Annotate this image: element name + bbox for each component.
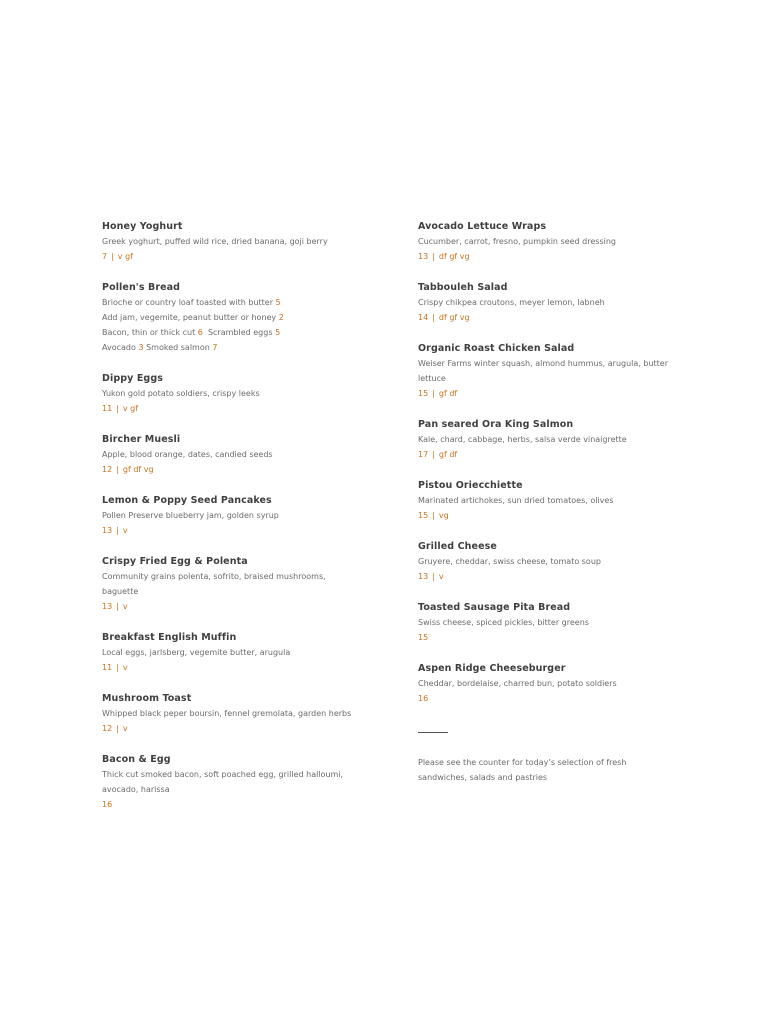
bread-option-price: 5: [275, 298, 281, 307]
bread-option-price: 7: [212, 343, 218, 352]
item-description: Gruyere, cheddar, swiss cheese, tomato soup: [418, 557, 601, 566]
separator: |: [432, 450, 435, 459]
menu-item-tabbouleh-salad: [418, 280, 668, 325]
menu-item-honey-yoghurt: [102, 219, 362, 264]
item-description: Cheddar, bordelaise, charred bun, potato soldiers: [418, 679, 617, 688]
item-price: 13: [102, 602, 113, 611]
menu-item-bircher-muesli: [102, 432, 362, 477]
item-dietary-tags: v: [438, 572, 444, 581]
separator: |: [116, 724, 119, 733]
separator: |: [116, 465, 119, 474]
bread-option-text: Avocado: [102, 343, 136, 352]
item-name: Pollen's Bread: [102, 282, 181, 293]
menu-item-crispy-fried-egg: [102, 554, 362, 614]
item-description: Thick cut smoked bacon, soft poached egg, grilled halloumi, avocado, harissa: [102, 770, 344, 794]
item-description: Cucumber, carrot, fresno, pumpkin seed dressing: [418, 237, 616, 246]
item-description: Weiser Farms winter squash, almond hummus, arugula, butter lettuce: [418, 359, 669, 383]
menu-item-mushroom-toast: [102, 691, 362, 736]
menu-item-bacon-egg: [102, 752, 362, 812]
item-description: Local eggs, jarlsberg, vegemite butter, arugula: [102, 648, 291, 657]
menu-item-pistou-oriecchiette: [418, 478, 668, 523]
separator: |: [432, 389, 435, 398]
separator: |: [432, 511, 435, 520]
item-price-line: [418, 630, 668, 645]
item-description: Crispy chikpea croutons, meyer lemon, labneh: [418, 298, 605, 307]
item-dietary-tags: v: [122, 663, 128, 672]
item-dietary-tags: v gf: [117, 252, 133, 261]
item-price-line: [418, 386, 668, 401]
item-dietary-tags: vg: [438, 511, 449, 520]
item-description: Apple, blood orange, dates, candied seeds: [102, 450, 273, 459]
footer-note: Please see the counter for today’s selection of fresh sandwiches, salads and pastries: [418, 758, 627, 782]
item-name: Aspen Ridge Cheeseburger: [418, 663, 566, 674]
item-price-line: [102, 401, 362, 416]
menu-item-dippy-eggs: [102, 371, 362, 416]
item-price: 13: [418, 252, 429, 261]
menu-item-roast-chicken-salad: [418, 341, 668, 401]
footer-divider: [418, 732, 448, 733]
item-dietary-tags: gf df: [438, 450, 458, 459]
item-dietary-tags: v: [122, 602, 128, 611]
item-dietary-tags: v: [122, 526, 128, 535]
item-price: 16: [418, 694, 429, 703]
item-price: 15: [418, 389, 429, 398]
item-price: 17: [418, 450, 429, 459]
item-description: Whipped black peper boursin, fennel gremolata, garden herbs: [102, 709, 352, 718]
item-price-line: [418, 569, 668, 584]
menu-column-right: [418, 219, 668, 785]
item-price: 12: [102, 465, 113, 474]
item-price-line: [102, 523, 362, 538]
item-name: Pan seared Ora King Salmon: [418, 419, 574, 430]
item-price-line: [102, 462, 362, 477]
menu-item-cheeseburger: [418, 661, 668, 706]
item-price-line: [102, 599, 362, 614]
item-dietary-tags: df gf vg: [438, 313, 470, 322]
item-price: 13: [102, 526, 113, 535]
bread-option-text: Bacon, thin or thick cut: [102, 328, 196, 337]
item-price-line: [102, 660, 362, 675]
separator: |: [116, 526, 119, 535]
item-name: Organic Roast Chicken Salad: [418, 343, 575, 354]
item-dietary-tags: gf df vg: [122, 465, 154, 474]
item-name: Bacon & Egg: [102, 754, 171, 765]
menu-item-pollens-bread: [102, 280, 362, 355]
item-price: 11: [102, 404, 113, 413]
item-price: 16: [102, 800, 113, 809]
item-price-line: [418, 310, 668, 325]
menu-item-english-muffin: [102, 630, 362, 675]
item-description: Greek yoghurt, puffed wild rice, dried banana, goji berry: [102, 237, 328, 246]
menu-item-avocado-lettuce-wraps: [418, 219, 668, 264]
bread-option-text: Smoked salmon: [146, 343, 210, 352]
item-price: 11: [102, 663, 113, 672]
item-price-line: [102, 721, 362, 736]
bread-option-text: Scrambled eggs: [207, 328, 273, 337]
item-price: 12: [102, 724, 113, 733]
item-price-line: [418, 447, 668, 462]
bread-option-price: 3: [138, 343, 144, 352]
item-dietary-tags: v: [122, 724, 128, 733]
item-dietary-tags: v gf: [122, 404, 139, 413]
item-name: Pistou Oriecchiette: [418, 480, 523, 491]
bread-option-line: [102, 325, 362, 340]
item-price-line: [418, 691, 668, 706]
item-price: 7: [102, 252, 108, 261]
separator: |: [116, 602, 119, 611]
menu-item-king-salmon: [418, 417, 668, 462]
bread-option-text: Brioche or country loaf toasted with butter: [102, 298, 273, 307]
bread-option-price: 5: [275, 328, 281, 337]
item-name: Bircher Muesli: [102, 434, 181, 445]
separator: |: [432, 313, 435, 322]
bread-option-text: Add jam, vegemite, peanut butter or honey: [102, 313, 277, 322]
item-description: Community grains polenta, sofrito, braised mushrooms, baguette: [102, 572, 326, 596]
item-price: 14: [418, 313, 429, 322]
separator: |: [111, 252, 114, 261]
item-name: Crispy Fried Egg & Polenta: [102, 556, 248, 567]
item-name: Grilled Cheese: [418, 541, 497, 552]
item-description: Swiss cheese, spiced pickles, bitter greens: [418, 618, 589, 627]
item-name: Mushroom Toast: [102, 693, 192, 704]
item-description: Pollen Preserve blueberry jam, golden syrup: [102, 511, 279, 520]
item-dietary-tags: df gf vg: [438, 252, 470, 261]
item-price-line: [418, 249, 668, 264]
item-price-line: [418, 508, 668, 523]
item-description: Yukon gold potato soldiers, crispy leeks: [102, 389, 260, 398]
item-price: 15: [418, 633, 429, 642]
separator: |: [432, 252, 435, 261]
separator: |: [116, 404, 119, 413]
menu-item-grilled-cheese: [418, 539, 668, 584]
bread-option-line: [102, 340, 362, 355]
item-name: Dippy Eggs: [102, 373, 163, 384]
item-price-line: [102, 249, 362, 264]
menu-item-pancakes: [102, 493, 362, 538]
menu-column-left: [102, 219, 362, 828]
item-description: Marinated artichokes, sun dried tomatoes, olives: [418, 496, 614, 505]
item-price: 15: [418, 511, 429, 520]
item-name: Toasted Sausage Pita Bread: [418, 602, 571, 613]
bread-option-price: 6: [197, 328, 203, 337]
item-dietary-tags: gf df: [438, 389, 458, 398]
bread-option-price: 2: [278, 313, 284, 322]
item-name: Tabbouleh Salad: [418, 282, 508, 293]
bread-option-line: [102, 310, 362, 325]
item-name: Lemon & Poppy Seed Pancakes: [102, 495, 272, 506]
bread-option-line: [102, 295, 362, 310]
item-name: Breakfast English Muffin: [102, 632, 237, 643]
item-name: Avocado Lettuce Wraps: [418, 221, 547, 232]
item-price-line: [102, 797, 362, 812]
separator: |: [432, 572, 435, 581]
item-description: Kale, chard, cabbage, herbs, salsa verde vinaigrette: [418, 435, 627, 444]
separator: |: [116, 663, 119, 672]
item-price: 13: [418, 572, 429, 581]
menu-item-sausage-pita: [418, 600, 668, 645]
item-name: Honey Yoghurt: [102, 221, 183, 232]
